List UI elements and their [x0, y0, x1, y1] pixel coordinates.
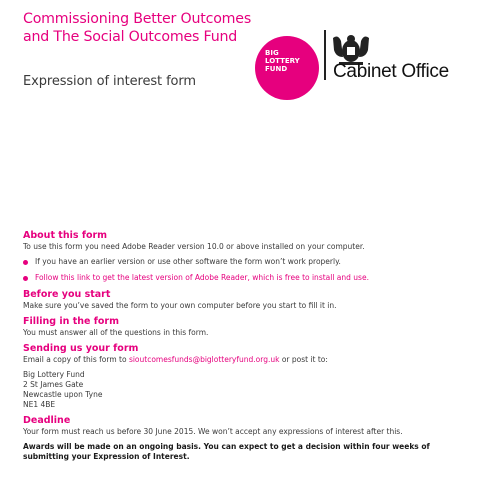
deadline-heading: Deadline	[23, 415, 71, 426]
before-heading: Before you start	[23, 289, 111, 300]
about-bullet-2[interactable]	[23, 273, 463, 283]
about-bullet-1	[23, 257, 463, 267]
deadline-bold-note: Awards will be made on an ongoing basis. You can expect to get a decision within four weeks of submitting your Expression of Interest.	[23, 442, 430, 461]
about-heading: About this form	[23, 230, 108, 241]
bullet-dot	[23, 260, 28, 265]
filling-heading: Filling in the form	[23, 316, 120, 327]
deadline-text: Your form must reach us before 30 June 2015. We won’t accept any expressions of interest after this.	[23, 427, 403, 436]
adobe-reader-link[interactable]: Follow this link to get the latest version of Adobe Reader, which is free to install and use.	[35, 273, 369, 282]
blf-logo-line3: FUND	[265, 65, 288, 73]
document-title: Commissioning Better Outcomes and The Social Outcomes Fund	[23, 11, 252, 45]
address-line: 2 St James Gate	[23, 380, 84, 389]
address-line: Newcastle upon Tyne	[23, 390, 103, 399]
postal-address	[23, 370, 463, 410]
before-text: Make sure you’ve saved the form to your own computer before you start to fill it in.	[23, 301, 337, 310]
address-line: Big Lottery Fund	[23, 370, 85, 379]
cabinet-office-logo: Cabinet Office	[333, 61, 449, 82]
sending-heading: Sending us your form	[23, 343, 139, 354]
about-bullet-1-text: If you have an earlier version or use other software the form won’t work properly.	[35, 257, 341, 266]
blf-logo-line1: BIG	[265, 49, 279, 57]
bullet-dot	[23, 276, 28, 281]
email-link[interactable]: sioutcomesfunds@biglotteryfund.org.uk	[128, 355, 280, 364]
document-subtitle: Expression of interest form	[23, 74, 196, 89]
sending-text-post: or post it to:	[279, 355, 328, 364]
logo-divider	[324, 30, 326, 80]
big-lottery-fund-logo	[255, 36, 319, 100]
filling-text: You must answer all of the questions in this form.	[23, 328, 209, 337]
form-instructions	[23, 230, 463, 462]
about-text: To use this form you need Adobe Reader version 10.0 or above installed on your computer.	[23, 242, 365, 251]
address-line: NE1 4BE	[23, 400, 56, 409]
blf-logo-line2: LOTTERY	[265, 57, 300, 65]
sending-text-pre: Email a copy of this form to	[23, 355, 129, 364]
sending-text	[23, 355, 463, 365]
